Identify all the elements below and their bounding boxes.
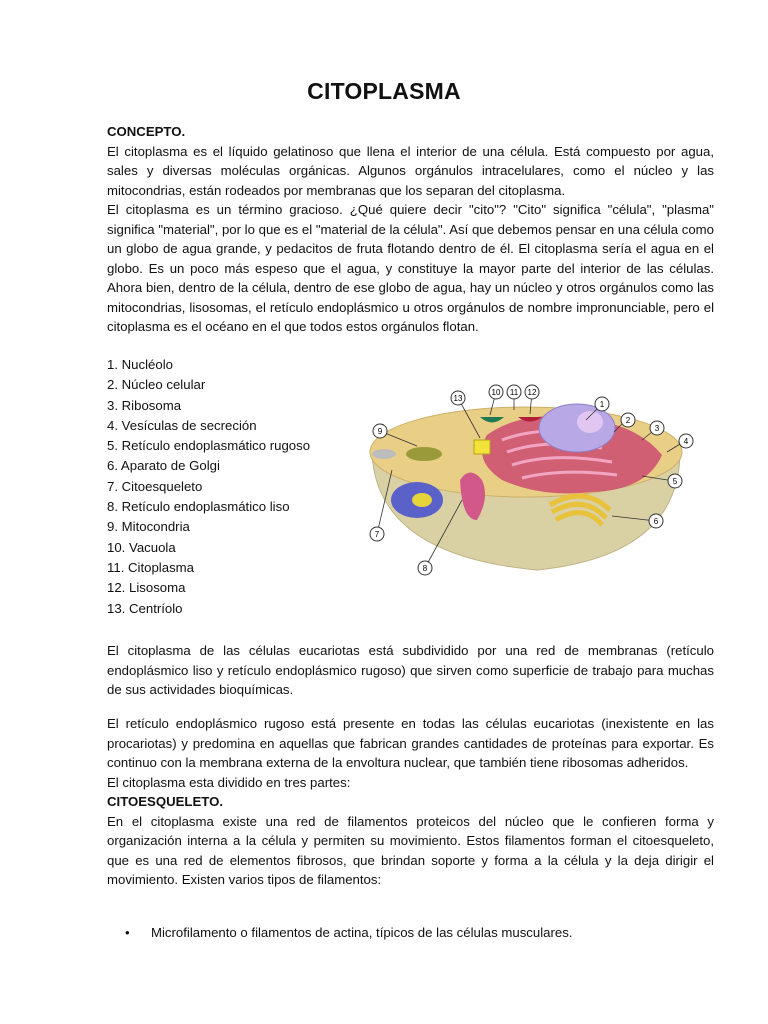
callout-label: 9	[377, 427, 383, 436]
concepto-heading: CONCEPTO.	[107, 124, 186, 139]
vacuole-core	[412, 493, 432, 507]
body-text: El citoplasma de las células eucariotas está subdividido por una red de membranas (retículo endoplásmico liso y retículo endoplásmico rugoso) que sirven como superficie de trabajo para muchas de sus actividades bioquímicas.	[107, 643, 714, 697]
callout-label: 4	[683, 437, 689, 446]
body-text: El retículo endoplásmico rugoso está presente en todas las células eucariotas (inexistente en las procariotas) y predomina en aquellas que fabrican grandes cantidades de proteínas para exportar. Es continuo con la membrana externa de la envoltura nuclear, que también tiene ribosomas adheridos.	[107, 716, 714, 770]
nucleolus-shape	[577, 411, 603, 433]
list-item: 2. Núcleo celular	[107, 377, 206, 393]
citoesqueleto-heading: CITOESQUELETO.	[107, 794, 224, 809]
list-item: 5. Retículo endoplasmático rugoso	[107, 438, 311, 454]
callout-label: 3	[654, 424, 660, 433]
list-item: 9. Mitocondria	[107, 519, 190, 535]
callout-label: 12	[527, 388, 537, 397]
list-item: 4. Vesículas de secreción	[107, 417, 257, 433]
body-section-2	[107, 714, 714, 890]
body-text: En el citoplasma existe una red de filamentos proteicos del núcleo que le confieren forma y organización interna a la célula y permiten su movimiento. Estos filamentos forman el citoesqueleto, que es una red de elementos fibrosos, que brindan soporte y forma a la célula y la deja dirigir el movimiento. Existen varios tipos de filamentos:	[107, 813, 714, 887]
list-item: 7. Citoesqueleto	[107, 478, 203, 494]
list-item: 6. Aparato de Golgi	[107, 458, 220, 474]
callout-label: 10	[491, 388, 501, 397]
list-item: 13. Centríolo	[107, 600, 183, 616]
callout-label: 5	[672, 477, 678, 486]
callout-label: 11	[509, 388, 519, 397]
concepto-paragraph-1: El citoplasma es el líquido gelatinoso que llena el interior de una célula. Está compuesto por agua, sales y diversas moléculas orgánicas. Algunos orgánulos intracelulares, como el núcleo y las mitocondrias, están rodeados por membranas que los separan del citoplasma.	[107, 143, 714, 198]
mitochondria-shape	[406, 447, 442, 461]
bullet-dot-icon: •	[125, 925, 130, 940]
body-paragraph-1	[107, 641, 714, 700]
callout-label: 2	[625, 416, 631, 425]
body-text: El citoplasma esta dividido en tres partes:	[107, 774, 351, 790]
callout-label: 6	[653, 517, 659, 526]
bullet-text: Microfilamento o filamentos de actina, típicos de las células musculares.	[151, 925, 573, 940]
list-item: 12. Lisosoma	[107, 580, 186, 596]
callout-label: 13	[453, 394, 463, 403]
callout-label: 7	[374, 530, 380, 539]
callout-label: 1	[599, 400, 605, 409]
concepto-paragraph-2: El citoplasma es un término gracioso. ¿Qué quiere decir "cito"? "Cito" significa "célula", "plasma" significa "material", por lo que es el "material de la célula". Así que debemos pensar en una célula como un globo de agua grande, y pedacitos de fruta flotando dentro de él. El citoplasma sería el agua en el globo. Es un poco más espeso que el agua, y constituye la mayor parte del interior de las células. Ahora bien, dentro de la célula, dentro de ese globo de agua, hay un núcleo y otros orgánulos como las mitocondrias, lisosomas, el retículo endoplásmico u otros orgánulos de nombre impronunciable, pero el citoplasma es el océano en el que todos estos orgánulos flotan.	[107, 202, 714, 334]
callout-label: 8	[422, 564, 428, 573]
list-item: 1. Nucléolo	[107, 357, 173, 372]
list-item: 11. Citoplasma	[107, 559, 194, 575]
organelle-list	[107, 355, 310, 619]
animal-cell-diagram	[362, 380, 712, 580]
bullet-item	[125, 923, 572, 942]
mitochondria-shape	[372, 449, 396, 459]
list-item: 8. Retículo endoplasmático liso	[107, 499, 290, 515]
centriole-shape	[474, 440, 490, 454]
concepto-section	[107, 122, 714, 337]
page-title: CITOPLASMA	[307, 78, 461, 104]
list-item: 10. Vacuola	[107, 539, 176, 555]
list-item: 3. Ribosoma	[107, 397, 182, 413]
